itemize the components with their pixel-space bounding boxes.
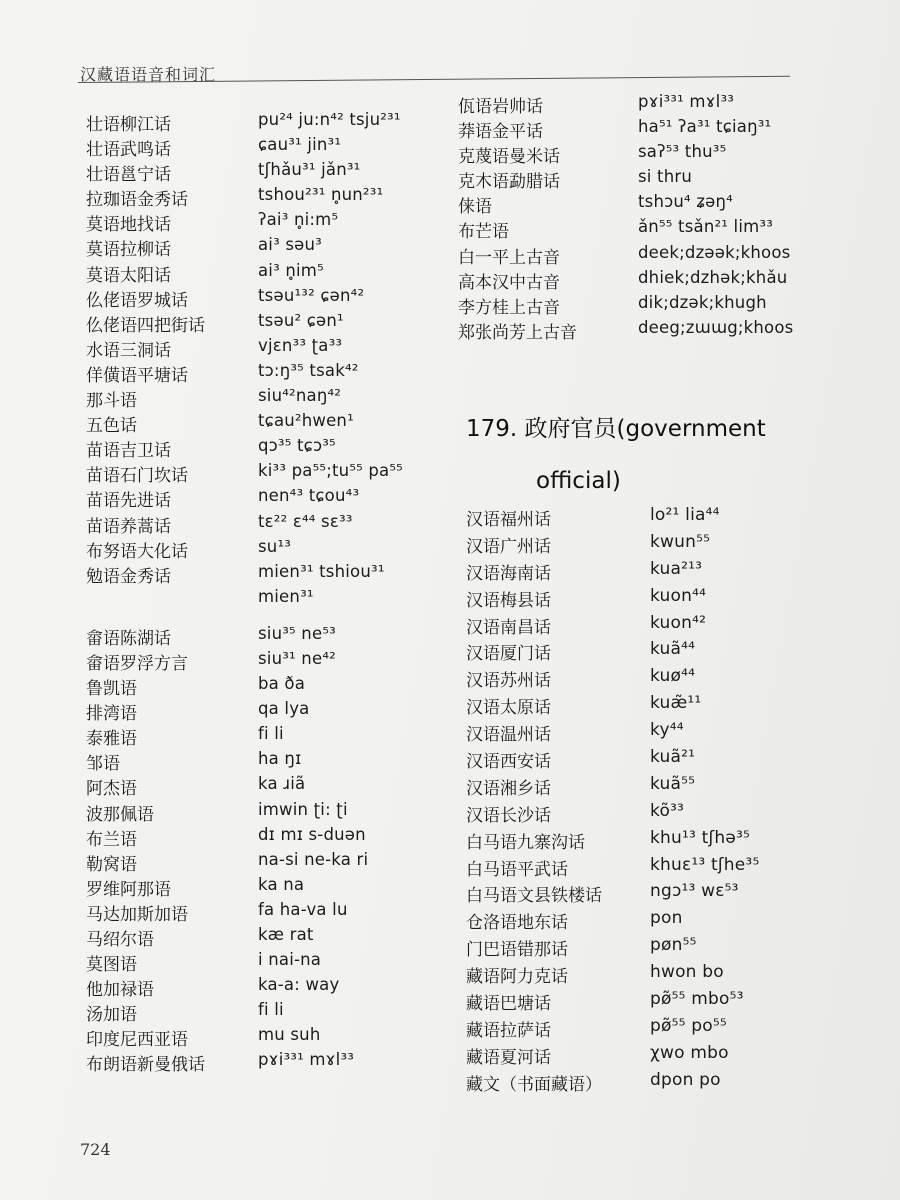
language-name: 门巴语错那话	[466, 940, 568, 961]
word-form: i nai-na	[258, 950, 322, 970]
entry-row	[466, 881, 806, 908]
entry-row	[86, 235, 416, 260]
language-name: 勒窝语	[86, 854, 137, 875]
word-form: tshɔu⁴ ʑəŋ⁴	[638, 192, 733, 212]
language-name: 汉语福州话	[466, 510, 551, 530]
word-form: dpon po	[650, 1069, 721, 1090]
word-form: kuæ̃¹¹	[650, 693, 702, 714]
entry-row	[86, 699, 416, 724]
language-name: 白马语九寨沟话	[466, 832, 585, 853]
entry-row	[86, 436, 416, 461]
language-name: 畲语罗浮方言	[86, 653, 188, 674]
language-name: 汉语苏州话	[466, 671, 551, 692]
language-name: 波那佩语	[86, 804, 154, 825]
word-form: pø̃⁵⁵ mbo⁵³	[650, 989, 744, 1010]
entry-row	[458, 293, 798, 318]
entry-row	[466, 989, 806, 1016]
word-form: tshou²³¹ n̥un²³¹	[258, 185, 384, 205]
word-form: tsəu² ɕən¹	[258, 310, 344, 330]
left-column	[86, 110, 416, 1076]
entry-row	[86, 674, 416, 699]
entry-row	[466, 935, 806, 962]
language-name: 郑张尚芳上古音	[458, 322, 577, 343]
word-form: pɤi³³¹ mɤl³³	[258, 1050, 355, 1070]
language-name: 汉语梅县话	[466, 590, 551, 611]
right-column-top	[458, 92, 798, 343]
word-form: qɔ³⁵ tɕɔ³⁵	[258, 436, 336, 456]
entry-row	[86, 160, 416, 185]
language-name: 邹语	[86, 754, 120, 775]
word-form: vjɛn³³ ʈa³³	[258, 335, 343, 355]
entry-row	[458, 142, 798, 167]
entry-row	[86, 850, 416, 875]
word-form: fi li	[258, 1000, 284, 1020]
language-name: 汉语湘乡话	[466, 778, 551, 799]
language-name: 排湾语	[86, 704, 137, 725]
entry-row	[86, 624, 416, 649]
language-name: 五色话	[86, 416, 137, 437]
word-form: siu³⁵ ne⁵³	[258, 623, 336, 643]
word-form: saʔ⁵³ thu³⁵	[638, 142, 727, 162]
language-name: 苗语吉卫话	[86, 441, 171, 462]
entry-row	[466, 613, 806, 640]
language-name: 藏文（书面藏语）	[466, 1074, 602, 1095]
entry-row	[466, 1070, 806, 1097]
word-form: mien³¹ tshiou³¹	[258, 561, 385, 581]
language-name: 苗语先进话	[86, 491, 171, 512]
word-form: dik;dzək;khugh	[638, 292, 767, 312]
word-form: ai³ səu³	[258, 235, 322, 255]
language-name: 罗维阿那语	[86, 879, 171, 900]
entry-row	[86, 1000, 416, 1025]
language-name: 勉语金秀话	[86, 566, 171, 587]
language-name: 马达加斯加语	[86, 904, 188, 925]
word-form: ki³³ pa⁵⁵;tu⁵⁵ pa⁵⁵	[258, 461, 404, 481]
word-form: lo²¹ lia⁴⁴	[650, 505, 720, 525]
section-title-line1: 政府官员(government	[524, 416, 766, 442]
entry-row	[86, 900, 416, 925]
word-form: pɤi³³¹ mɤl³³	[638, 92, 735, 111]
language-name: 莫语地找话	[86, 215, 171, 236]
word-form: ha⁵¹ ʔa³¹ tɕiaŋ³¹	[638, 117, 772, 137]
word-form: fi li	[258, 724, 284, 744]
entry-row	[86, 386, 416, 411]
word-form: kæ rat	[258, 925, 314, 944]
word-form: qa lya	[258, 699, 310, 719]
language-name: 苗语石门坎话	[86, 466, 188, 487]
word-form: mu suh	[258, 1025, 321, 1045]
word-form: ba ða	[258, 674, 306, 694]
word-form: na-si ne-ka ri	[258, 849, 369, 869]
word-form: dhiek;dzhək;khǎu	[638, 267, 788, 287]
entry-row	[466, 801, 806, 828]
word-form: deek;dzəək;khoos	[638, 242, 791, 262]
word-form: pu²⁴ ju:n⁴² tsju²³¹	[258, 110, 401, 129]
language-name: 壮语柳江话	[86, 115, 171, 135]
entry-row	[466, 532, 806, 559]
word-form: kuø⁴⁴	[650, 666, 696, 687]
language-name: 拉珈语金秀话	[86, 190, 188, 211]
word-form: siu³¹ ne⁴²	[258, 648, 336, 668]
entry-row	[86, 925, 416, 950]
language-name: 汉语西安话	[466, 752, 551, 773]
word-form: ka ɹiã	[258, 774, 306, 794]
language-name: 李方桂上古音	[458, 297, 560, 318]
word-form: pon	[650, 908, 683, 929]
language-name: 马绍尔语	[86, 930, 154, 950]
word-form: si thru	[638, 167, 692, 187]
word-form: kuã⁴⁴	[650, 639, 696, 660]
section-title-line2: official)	[536, 468, 621, 494]
entry-row	[86, 825, 416, 850]
language-name: 那斗语	[86, 391, 137, 412]
entry-row	[86, 361, 416, 386]
row-gap	[86, 612, 416, 624]
entry-row	[466, 908, 806, 935]
entry-row	[466, 747, 806, 774]
language-name: 布朗语新曼俄话	[86, 1055, 205, 1076]
entry-row	[86, 649, 416, 674]
word-form: kuã⁵⁵	[650, 773, 696, 794]
entry-row	[466, 639, 806, 666]
entry-row	[466, 559, 806, 586]
language-name: 高本汉中古音	[458, 272, 560, 293]
language-name: 仫佬语四把街话	[86, 315, 205, 336]
entry-row	[86, 749, 416, 774]
word-form: ǎn⁵⁵ tsǎn²¹ lim³³	[638, 217, 774, 237]
entry-row	[86, 724, 416, 749]
language-name: 布兰语	[86, 829, 137, 850]
language-name: 他加禄语	[86, 980, 154, 1001]
language-name: 汉语南昌话	[466, 617, 551, 638]
entry-row	[86, 461, 416, 486]
entry-row	[466, 505, 806, 532]
language-name: 汤加语	[86, 1005, 137, 1026]
entry-row	[458, 243, 798, 268]
entry-row	[86, 875, 416, 900]
entry-row	[86, 537, 416, 562]
entry-row	[466, 828, 806, 855]
entry-row	[86, 135, 416, 160]
entry-row	[86, 411, 416, 436]
word-form: kõ³³	[650, 800, 685, 821]
word-form: ai³ n̥im⁵	[258, 260, 324, 280]
word-form: imwin ʈi: ʈi	[258, 799, 348, 819]
language-name: 壮语武鸣话	[86, 140, 171, 161]
word-form: fa ha-va lu	[258, 899, 348, 919]
word-form: tʃhǎu³¹ jǎn³¹	[258, 160, 361, 180]
word-form: kwun⁵⁵	[650, 531, 711, 552]
word-form: khuɛ¹³ tʃhe³⁵	[650, 854, 760, 875]
entry-row	[86, 975, 416, 1000]
entry-row	[466, 855, 806, 882]
entry-row	[466, 962, 806, 989]
entry-row	[86, 336, 416, 361]
entry-row	[86, 185, 416, 210]
entry-row	[86, 486, 416, 511]
word-form: ʔai³ n̥i:m⁵	[258, 210, 339, 230]
entry-row	[458, 92, 798, 117]
entry-row	[86, 1050, 416, 1075]
language-name: 白一平上古音	[458, 247, 560, 268]
entry-row	[86, 800, 416, 825]
language-name: 汉语广州话	[466, 536, 551, 557]
language-name: 布努语大化话	[86, 541, 188, 562]
entry-row	[86, 1025, 416, 1050]
page-number: 724	[80, 1140, 111, 1159]
language-name: 白马语文县铁楼话	[466, 886, 602, 907]
language-name: 莽语金平话	[458, 122, 543, 143]
language-name: 泰雅语	[86, 729, 137, 750]
entry-row	[86, 512, 416, 537]
entry-row	[458, 192, 798, 217]
word-form: kuon⁴⁴	[650, 585, 707, 606]
language-name: 壮语邕宁话	[86, 165, 171, 186]
word-form: kuon⁴²	[650, 612, 707, 633]
entry-row	[86, 110, 416, 135]
entry-row	[458, 318, 798, 343]
language-name: 汉语长沙话	[466, 805, 551, 826]
word-form: ngɔ¹³ wɛ⁵³	[650, 881, 739, 902]
language-name: 克蔑语曼米话	[458, 147, 560, 168]
entry-row	[86, 311, 416, 336]
word-form: χwo mbo	[650, 1042, 729, 1063]
word-form: tɔ:ŋ³⁵ tsak⁴²	[258, 360, 359, 380]
word-form: siu⁴²naŋ⁴²	[258, 386, 342, 406]
word-form: nen⁴³ tɕou⁴³	[258, 486, 360, 506]
word-form: ky⁴⁴	[650, 720, 684, 741]
entry-row	[86, 261, 416, 286]
language-name: 俫语	[458, 197, 492, 218]
entry-row	[458, 217, 798, 242]
entry-row	[466, 693, 806, 720]
entry-row	[466, 666, 806, 693]
word-form: kuã²¹	[650, 747, 696, 768]
entry-row	[466, 774, 806, 801]
word-form: mien³¹	[258, 586, 314, 606]
language-name: 汉语厦门话	[466, 644, 551, 665]
word-form: deeg;zɯɯg;khoos	[638, 317, 794, 337]
entry-row	[458, 117, 798, 142]
entry-row	[86, 587, 416, 612]
language-name: 莫语拉柳话	[86, 240, 171, 261]
word-form: ɕau³¹ jin³¹	[258, 135, 342, 155]
entry-row	[86, 950, 416, 975]
language-name: 克木语勐腊话	[458, 172, 560, 193]
entry-row	[458, 167, 798, 192]
word-form: tsəu¹³² ɕən⁴²	[258, 285, 365, 305]
entry-row	[86, 562, 416, 587]
word-form: ka na	[258, 874, 305, 894]
word-form: pøn⁵⁵	[650, 935, 697, 956]
language-name: 畲语陈湖话	[86, 628, 171, 649]
language-name: 阿杰语	[86, 779, 137, 800]
language-name: 布芒语	[458, 222, 509, 243]
entry-row	[86, 286, 416, 311]
language-name: 鲁凯语	[86, 679, 137, 700]
word-form: kua²¹³	[650, 558, 703, 579]
language-name: 仫佬语罗城话	[86, 290, 188, 311]
entry-row	[86, 210, 416, 235]
section-number: 179.	[466, 416, 518, 442]
language-name: 汉语太原话	[466, 698, 551, 719]
language-name: 佯僙语平塘话	[86, 365, 188, 386]
entry-row	[86, 774, 416, 799]
entry-row	[466, 1016, 806, 1043]
entry-row	[466, 1043, 806, 1070]
language-name: 苗语养蒿话	[86, 516, 171, 537]
language-name: 仓洛语地东话	[466, 913, 568, 934]
language-name: 藏语夏河话	[466, 1047, 551, 1068]
entry-row	[466, 720, 806, 747]
section-heading	[466, 403, 796, 507]
language-name: 莫语太阳话	[86, 265, 171, 286]
language-name: 汉语温州话	[466, 725, 551, 746]
word-form: dɪ mɪ s-duən	[258, 824, 366, 844]
right-column-bottom	[466, 505, 806, 1097]
language-name: 莫图语	[86, 955, 137, 976]
language-name: 汉语海南话	[466, 563, 551, 584]
word-form: tɕau²hwen¹	[258, 411, 354, 431]
word-form: khu¹³ tʃhə³⁵	[650, 827, 751, 848]
running-header: 汉藏语语音和词汇	[80, 65, 217, 84]
entry-row	[458, 268, 798, 293]
word-form: ha ŋɪ	[258, 749, 302, 769]
language-name: 藏语阿力克话	[466, 967, 568, 988]
language-name: 佤语岩帅话	[458, 97, 543, 117]
word-form: ka-a: way	[258, 975, 340, 995]
entry-row	[466, 586, 806, 613]
language-name: 藏语拉萨话	[466, 1020, 551, 1041]
word-form: su¹³	[258, 536, 292, 556]
word-form: tɛ²² ɛ⁴⁴ sɛ³³	[258, 511, 353, 531]
word-form: hwon bo	[650, 962, 724, 983]
language-name: 印度尼西亚语	[86, 1030, 188, 1051]
language-name: 水语三洞话	[86, 340, 171, 361]
language-name: 藏语巴塘话	[466, 994, 551, 1015]
word-form: pø̃⁵⁵ po⁵⁵	[650, 1015, 727, 1036]
language-name: 白马语平武话	[466, 859, 568, 880]
